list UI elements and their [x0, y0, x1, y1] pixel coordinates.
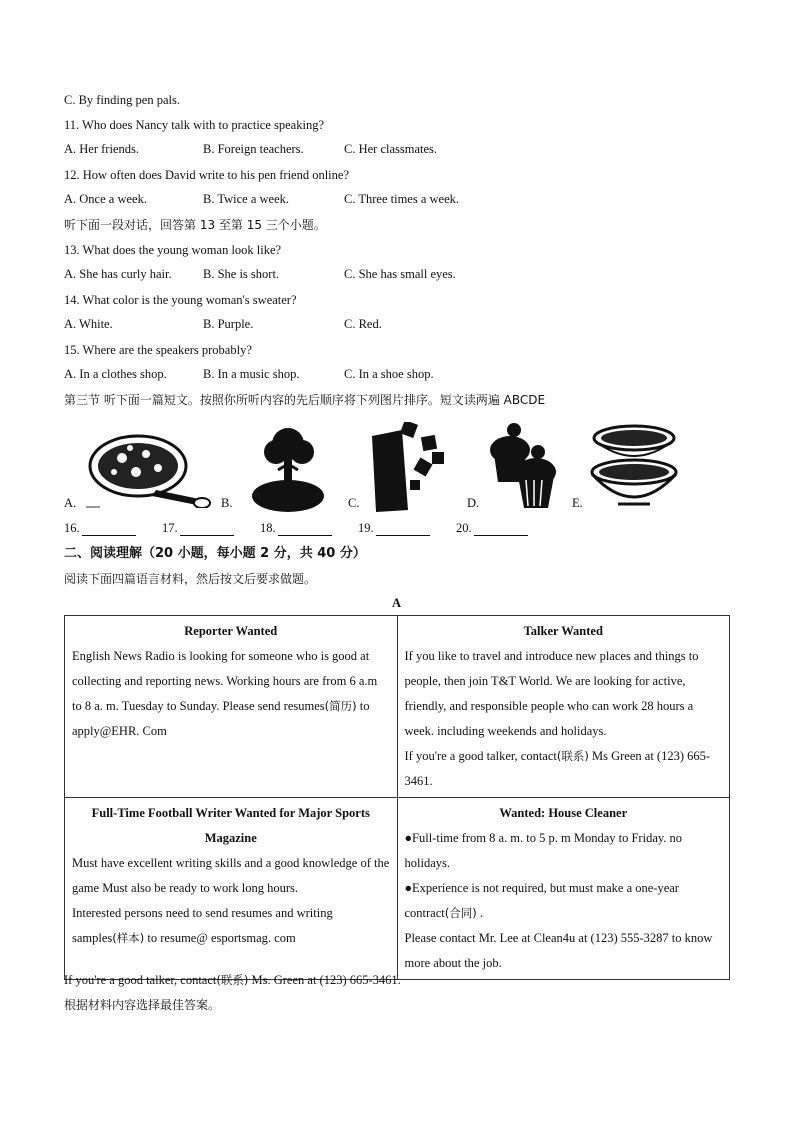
chocolate-icon: [366, 422, 452, 514]
ad-reporter: [65, 616, 398, 798]
section-3-instruction: 第三节 听下面一篇短文。按照你所听内容的先后顺序将下列图片排序。短文读两遍 ABCDE: [64, 393, 546, 407]
job-ads-table: [64, 615, 730, 980]
question-15: 15. Where are the speakers probably?: [64, 343, 252, 357]
ad-cleaner-contact: Please contact Mr. Lee at Clean4u at (123) 555-3287 to know more about the job.: [404, 931, 713, 970]
q10-option-c: C. By finding pen pals.: [64, 93, 180, 107]
after-table-line: If you're a good talker, contact(联系) Ms. Green at (123) 665-3461.: [64, 973, 401, 987]
reading-instruction: 阅读下面四篇语言材料，然后按文后要求做题。: [64, 572, 317, 586]
reading-heading: 二、阅读理解（20 小题，每小题 2 分，共 40 分）: [64, 546, 366, 561]
question-11: 11. Who does Nancy talk with to practice speaking?: [64, 118, 324, 132]
q15-option-c: C. In a shoe shop.: [344, 367, 434, 381]
question-12: 12. How often does David write to his pen friend online?: [64, 168, 350, 182]
ad-cleaner-bullet-1: ●Full-time from 8 a. m. to 5 p. m Monday to Friday. no holidays.: [404, 831, 683, 870]
picture-label-e: E.: [572, 496, 583, 510]
q12-option-c: C. Three times a week.: [344, 192, 460, 206]
answer-blank-16[interactable]: 16.: [64, 521, 136, 536]
cupcake-icon: [486, 420, 562, 514]
q14-option-c: C. Red.: [344, 317, 382, 331]
passage-label: A: [392, 596, 402, 610]
ad-cleaner-bullet-2: ●Experience is not required, but must make a one-year contract(合同) .: [404, 881, 679, 920]
picture-label-d: D.: [467, 496, 480, 510]
ad-football-body: Must have excellent writing skills and a good knowledge of the game Must also be ready to work long hours.: [72, 856, 390, 895]
q13-option-a: A. She has curly hair.: [64, 267, 172, 281]
picture-label-a: A.: [64, 496, 77, 510]
choose-answer-instruction: 根据材料内容选择最佳答案。: [64, 998, 221, 1012]
picture-row: [0, 414, 794, 514]
ad-talker-body: If you like to travel and introduce new places and things to people, then join T&T World. We are looking for active, friendly, and responsible people who can work 28 hours a week. including weekends and holidays.: [404, 649, 699, 738]
ad-football-title: Full-Time Football Writer Wanted for Major Sports Magazine: [91, 806, 370, 845]
ad-talker: [397, 616, 730, 798]
dialog-instruction: 听下面一段对话，回答第 13 至第 15 三个小题。: [64, 218, 326, 232]
q12-option-a: A. Once a week.: [64, 192, 147, 206]
answer-blank-17[interactable]: 17.: [162, 521, 234, 536]
ad-football-contact: Interested persons need to send resumes and writing samples(样本) to resume@ esportsmag. com: [72, 906, 333, 945]
q15-option-b: B. In a music shop.: [203, 367, 300, 381]
q14-option-b: B. Purple.: [203, 317, 254, 331]
pizza-icon: [86, 428, 212, 508]
q11-option-a: A. Her friends.: [64, 142, 139, 156]
ad-talker-contact: If you're a good talker, contact(联系) Ms Green at (123) 665-3461.: [404, 749, 711, 788]
ad-football-writer: [65, 798, 398, 980]
q11-option-c: C. Her classmates.: [344, 142, 438, 156]
q15-option-a: A. In a clothes shop.: [64, 367, 167, 381]
q12-option-b: B. Twice a week.: [203, 192, 290, 206]
question-14: 14. What color is the young woman's sweater?: [64, 293, 297, 307]
answer-blanks: [0, 521, 794, 539]
ad-cleaner-title: Wanted: House Cleaner: [499, 806, 628, 820]
ad-reporter-body: English News Radio is looking for someone who is good at collecting and reporting news. Working hours are from 6 a.m to 8 a. m. Tuesday to Sunday. Please send resumes(简历) to apply@EHR. Com: [72, 649, 378, 738]
q11-option-b: B. Foreign teachers.: [203, 142, 304, 156]
ad-house-cleaner: [397, 798, 730, 980]
q13-option-b: B. She is short.: [203, 267, 280, 281]
ad-reporter-title: Reporter Wanted: [184, 624, 278, 638]
question-13: 13. What does the young woman look like?: [64, 243, 282, 257]
answer-blank-20[interactable]: 20.: [456, 521, 528, 536]
ad-talker-title: Talker Wanted: [523, 624, 603, 638]
soup-bowls-icon: [588, 420, 680, 514]
answer-blank-18[interactable]: 18.: [260, 521, 332, 536]
picture-label-c: C.: [348, 496, 360, 510]
picture-label-b: B.: [221, 496, 233, 510]
answer-blank-19[interactable]: 19.: [358, 521, 430, 536]
broccoli-icon: [248, 424, 328, 514]
q14-option-a: A. White.: [64, 317, 113, 331]
q13-option-c: C. She has small eyes.: [344, 267, 456, 281]
